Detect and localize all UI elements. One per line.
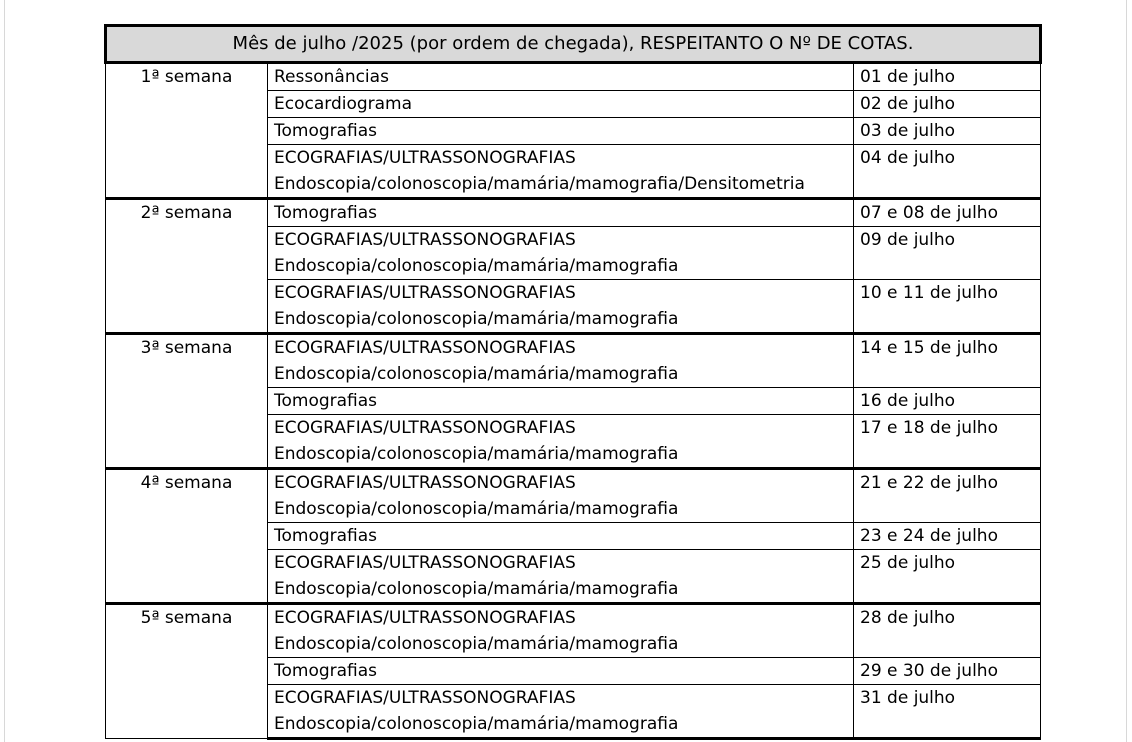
exam-cell bbox=[268, 658, 854, 685]
date-cell: 16 de julho bbox=[854, 388, 1041, 415]
exam-line: Endoscopia/colonoscopia/mamária/mamografia bbox=[274, 499, 679, 519]
date-cell: 14 e 15 de julho bbox=[854, 334, 1041, 388]
week-label: 5ª semana bbox=[106, 604, 268, 739]
table-row bbox=[106, 604, 1041, 658]
exam-cell bbox=[268, 199, 854, 227]
date-cell: 10 e 11 de julho bbox=[854, 280, 1041, 334]
exam-line: ECOGRAFIAS/ULTRASSONOGRAFIAS bbox=[274, 148, 576, 168]
date-cell: 07 e 08 de julho bbox=[854, 199, 1041, 227]
week-label: 3ª semana bbox=[106, 334, 268, 469]
exam-line: ECOGRAFIAS/ULTRASSONOGRAFIAS bbox=[274, 418, 576, 438]
table-row bbox=[106, 199, 1041, 227]
date-cell: 28 de julho bbox=[854, 604, 1041, 658]
date-cell: 04 de julho bbox=[854, 145, 1041, 199]
table-row bbox=[106, 63, 1041, 91]
date-cell: 17 e 18 de julho bbox=[854, 415, 1041, 469]
table-row bbox=[106, 469, 1041, 523]
exam-line: Endoscopia/colonoscopia/mamária/mamografia bbox=[274, 714, 679, 734]
schedule-body bbox=[106, 63, 1041, 739]
date-cell: 09 de julho bbox=[854, 227, 1041, 280]
date-cell: 21 e 22 de julho bbox=[854, 469, 1041, 523]
exam-line: ECOGRAFIAS/ULTRASSONOGRAFIAS bbox=[274, 338, 576, 358]
exam-line: ECOGRAFIAS/ULTRASSONOGRAFIAS bbox=[274, 283, 576, 303]
exam-cell bbox=[268, 388, 854, 415]
exam-line: Tomografias bbox=[274, 526, 378, 546]
exam-cell bbox=[268, 550, 854, 604]
exam-cell bbox=[268, 469, 854, 523]
exam-line: Endoscopia/colonoscopia/mamária/mamografia bbox=[274, 634, 679, 654]
exam-cell bbox=[268, 334, 854, 388]
exam-line: ECOGRAFIAS/ULTRASSONOGRAFIAS bbox=[274, 688, 576, 708]
exam-line: ECOGRAFIAS/ULTRASSONOGRAFIAS bbox=[274, 473, 576, 493]
exam-cell bbox=[268, 523, 854, 550]
exam-line: Tomografias bbox=[274, 391, 378, 411]
exam-line: Endoscopia/colonoscopia/mamária/mamografia bbox=[274, 444, 679, 464]
exam-cell bbox=[268, 685, 854, 739]
exam-line: Endoscopia/colonoscopia/mamária/mamografia bbox=[274, 256, 679, 276]
title-row bbox=[106, 26, 1041, 63]
exam-cell bbox=[268, 145, 854, 199]
week-label: 2ª semana bbox=[106, 199, 268, 334]
exam-line: Endoscopia/colonoscopia/mamária/mamografia/Densitometria bbox=[274, 174, 805, 194]
exam-line: Tomografias bbox=[274, 661, 378, 681]
date-cell: 03 de julho bbox=[854, 118, 1041, 145]
exam-line: Ecocardiograma bbox=[274, 94, 413, 114]
exam-cell bbox=[268, 415, 854, 469]
schedule-table bbox=[104, 24, 1042, 740]
exam-cell bbox=[268, 604, 854, 658]
date-cell: 29 e 30 de julho bbox=[854, 658, 1041, 685]
exam-line: ECOGRAFIAS/ULTRASSONOGRAFIAS bbox=[274, 230, 576, 250]
date-cell: 25 de julho bbox=[854, 550, 1041, 604]
exam-line: Tomografias bbox=[274, 121, 378, 141]
table-row bbox=[106, 334, 1041, 388]
exam-cell bbox=[268, 63, 854, 91]
date-cell: 31 de julho bbox=[854, 685, 1041, 739]
week-label: 4ª semana bbox=[106, 469, 268, 604]
exam-line: Tomografias bbox=[274, 203, 378, 223]
exam-line: Endoscopia/colonoscopia/mamária/mamografia bbox=[274, 579, 679, 599]
exam-cell bbox=[268, 91, 854, 118]
date-cell: 01 de julho bbox=[854, 63, 1041, 91]
exam-line: Endoscopia/colonoscopia/mamária/mamografia bbox=[274, 364, 679, 384]
exam-line: ECOGRAFIAS/ULTRASSONOGRAFIAS bbox=[274, 553, 576, 573]
date-cell: 23 e 24 de julho bbox=[854, 523, 1041, 550]
exam-cell bbox=[268, 118, 854, 145]
exam-line: Endoscopia/colonoscopia/mamária/mamografia bbox=[274, 309, 679, 329]
date-cell: 02 de julho bbox=[854, 91, 1041, 118]
exam-cell bbox=[268, 227, 854, 280]
exam-line: ECOGRAFIAS/ULTRASSONOGRAFIAS bbox=[274, 608, 576, 628]
week-label: 1ª semana bbox=[106, 63, 268, 199]
table-title: Mês de julho /2025 (por ordem de chegada), RESPEITANTO O Nº DE COTAS. bbox=[106, 26, 1041, 63]
exam-line: Ressonâncias bbox=[274, 67, 389, 87]
exam-cell bbox=[268, 280, 854, 334]
